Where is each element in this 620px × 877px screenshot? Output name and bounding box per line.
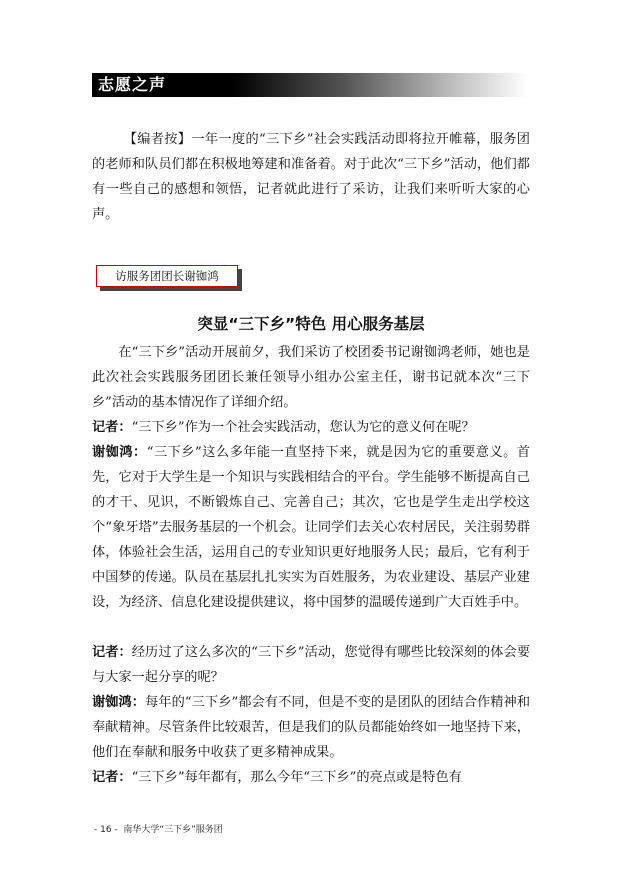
speaker-label: 记者： <box>92 770 132 785</box>
speaker-label: 记者： <box>92 420 132 435</box>
qa-text: “三下乡”作为一个社会实践活动，您认为它的意义何在呢？ <box>131 420 475 435</box>
article-title: 突显“三下乡”特色 用心服务基层 <box>197 315 425 333</box>
section-header-bar <box>92 73 528 97</box>
qa-answer-1 <box>92 440 530 615</box>
speaker-label: 谢铷鸿： <box>92 445 147 460</box>
qa-text: “三下乡”这么多年能一直坚持下来，就是因为它的重要意义。首先，它对于大学生是一个知识与实践相结合的平台。学生能够不断提高自己的才干、见识，不断锻炼自己、完善自己；其次，它也是学生走出学校这个“象牙塔”去服务基层的一个机会。让同学们去关心农村居民，关注弱势群体，体验社会生活，运用自己的专业知识更好地服务人民；最后，它有利于中国梦的传递。队员在基层扎扎实实为百姓服务，为农业建设、基层产业建设，为经济、信息化建设提供建议，将中国梦的温暖传递到广大百姓手中。 <box>92 445 531 610</box>
tag-label: 访服务团团长谢铷鸿 <box>96 265 238 287</box>
qa-text: 每年的“三下乡”都会有不同，但是不变的是团队的团结合作精神和奉献精神。尽管条件比较艰苦，但是我们的队员都能始终如一地坚持下来，他们在奉献和服务中收获了更多精神成果。 <box>92 695 531 760</box>
editor-note: 【编者按】一年一度的“三下乡”社会实践活动即将拉开帷幕，服务团的老师和队员们都在积极地筹建和准备着。对于此次“三下乡”活动，他们都有一些自己的感想和领悟，记者就此进行了采访，让我们来听听大家的心声。 <box>92 132 530 222</box>
qa-text: 经历过了这么多次的“三下乡”活动，您觉得有哪些比较深刻的体会要与大家一起分享的呢？ <box>92 645 531 685</box>
interview-tag <box>96 265 244 293</box>
section-title: 志愿之声 <box>98 75 167 94</box>
qa-question-1 <box>92 415 530 440</box>
qa-question-3 <box>92 765 530 790</box>
speaker-label: 谢铷鸿： <box>92 695 146 710</box>
qa-text: “三下乡”每年都有，那么今年“三下乡”的亮点或是特色有 <box>131 770 462 785</box>
speaker-label: 记者： <box>92 645 132 660</box>
intro-paragraph: 在“三下乡”活动开展前夕，我们采访了校团委书记谢铷鸿老师，她也是此次社会实践服务团团长兼任领导小组办公室主任，谢书记就本次“三下乡”活动的基本情况作了详细介绍。 <box>92 345 530 410</box>
qa-question-2 <box>92 640 530 690</box>
qa-answer-2 <box>92 690 530 765</box>
page-footer <box>94 822 223 835</box>
page-number: - 16 - <box>94 825 118 835</box>
footer-org: 南华大学“三下乡”服务团 <box>123 825 223 835</box>
